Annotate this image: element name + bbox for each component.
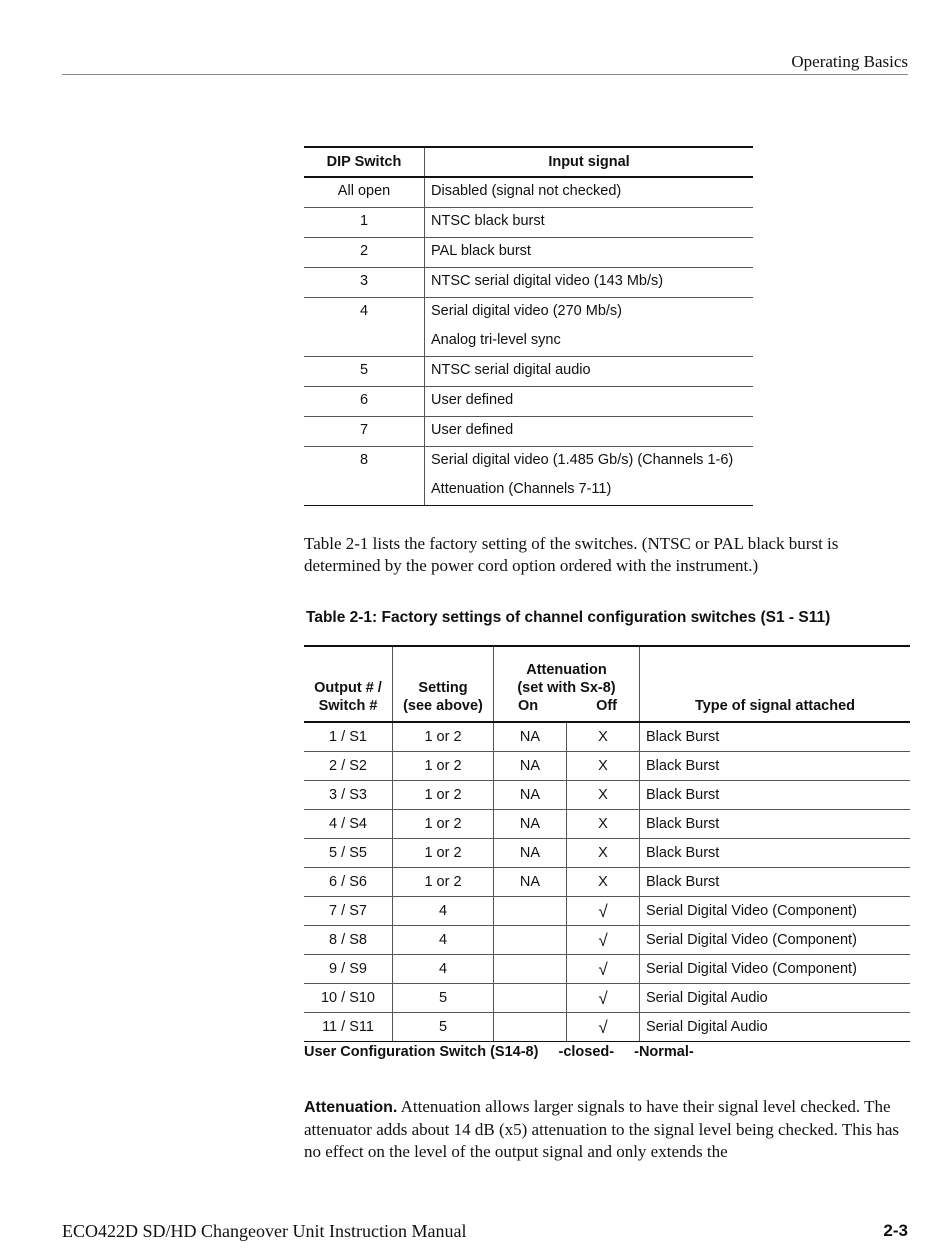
dip-switch-cell: [304, 268, 425, 298]
attenuation-off-cell: X: [567, 868, 640, 897]
input-signal-cell: [425, 417, 754, 447]
signal-type-cell: Black Burst: [640, 752, 911, 781]
output-cell: 1 / S1: [304, 722, 393, 752]
input-signal-line: Disabled (signal not checked): [431, 183, 622, 199]
signal-type-cell: Serial Digital Video (Component): [640, 897, 911, 926]
footer-page-number: 2-3: [883, 1221, 908, 1240]
dip-table-row: [304, 238, 753, 268]
factory-table-row: [304, 839, 910, 868]
header-off: Off: [596, 698, 617, 714]
attenuation-on-cell: NA: [494, 781, 567, 810]
attenuation-lead: Attenuation.: [304, 1099, 398, 1116]
dip-switch-value: 7: [359, 422, 369, 438]
user-config-state: -closed-: [558, 1044, 615, 1060]
output-cell: 2 / S2: [304, 752, 393, 781]
dip-switch-cell: [304, 387, 425, 417]
factory-table-row: [304, 984, 910, 1013]
output-cell: 4 / S4: [304, 810, 393, 839]
input-signal-cell: [425, 177, 754, 208]
header-setting: [393, 646, 494, 722]
signal-type-cell: Black Burst: [640, 810, 911, 839]
factory-table-row: [304, 868, 910, 897]
dip-switch-value: 4: [359, 303, 369, 319]
attenuation-off-cell: X: [567, 722, 640, 752]
dip-table-row: [304, 177, 753, 208]
input-signal-line: NTSC serial digital video (143 Mb/s): [431, 273, 664, 289]
input-signal-cell: [425, 268, 754, 298]
dip-table-row: [304, 417, 753, 447]
output-cell: 11 / S11: [304, 1013, 393, 1042]
setting-cell: 1 or 2: [393, 752, 494, 781]
input-signal-line: NTSC black burst: [431, 213, 545, 229]
dip-switch-cell: [304, 298, 425, 357]
setting-cell: 1 or 2: [393, 868, 494, 897]
input-signal-cell: [425, 357, 754, 387]
dip-table-header-row: [304, 147, 753, 177]
factory-table-row: [304, 897, 910, 926]
footer-manual-title: ECO422D SD/HD Changeover Unit Instruction Manual: [62, 1221, 467, 1241]
dip-switch-value: All open: [337, 183, 391, 199]
input-signal-cell: [425, 208, 754, 238]
dip-header-signal: Input signal: [425, 147, 754, 177]
input-signal-cell: [425, 298, 754, 357]
factory-table-row: [304, 955, 910, 984]
attenuation-on-cell: [494, 984, 567, 1013]
attenuation-on-cell: [494, 955, 567, 984]
factory-table-row: [304, 752, 910, 781]
signal-type-cell: Serial Digital Audio: [640, 984, 911, 1013]
signal-type-cell: Black Burst: [640, 781, 911, 810]
attenuation-off-cell: √: [567, 897, 640, 926]
factory-settings-table: [304, 645, 910, 1042]
signal-type-cell: Black Burst: [640, 722, 911, 752]
header-output-line2: Switch #: [318, 698, 378, 714]
dip-switch-value: 5: [359, 362, 369, 378]
setting-cell: 1 or 2: [393, 810, 494, 839]
intro-paragraph: Table 2-1 lists the factory setting of the switches. (NTSC or PAL black burst is determined by the power cord option ordered with the instrument.): [304, 534, 839, 575]
dip-table-row: [304, 447, 753, 506]
signal-type-cell: Black Burst: [640, 839, 911, 868]
attenuation-off-cell: √: [567, 984, 640, 1013]
user-config-label: User Configuration Switch (S14-8): [304, 1044, 539, 1060]
output-cell: 9 / S9: [304, 955, 393, 984]
dip-switch-value: 2: [359, 243, 369, 259]
header-on: On: [518, 698, 539, 714]
factory-table-row: [304, 810, 910, 839]
input-signal-line: Serial digital video (270 Mb/s): [431, 303, 623, 319]
table-caption: Table 2-1: Factory settings of channel configuration switches (S1 - S11): [306, 609, 831, 626]
dip-switch-value: 3: [359, 273, 369, 289]
header-type: Type of signal attached: [640, 646, 911, 722]
attenuation-on-cell: [494, 926, 567, 955]
output-cell: 8 / S8: [304, 926, 393, 955]
dip-switch-value: 6: [359, 392, 369, 408]
factory-table-row: [304, 781, 910, 810]
signal-type-cell: Serial Digital Video (Component): [640, 955, 911, 984]
attenuation-off-cell: √: [567, 926, 640, 955]
attenuation-on-cell: [494, 897, 567, 926]
factory-table-row: [304, 722, 910, 752]
attenuation-off-cell: X: [567, 752, 640, 781]
dip-switch-value: 8: [359, 452, 369, 468]
signal-type-cell: Serial Digital Audio: [640, 1013, 911, 1042]
dip-switch-cell: [304, 238, 425, 268]
setting-cell: 4: [393, 955, 494, 984]
dip-table-row: [304, 298, 753, 357]
dip-switch-cell: [304, 417, 425, 447]
dip-switch-cell: [304, 177, 425, 208]
signal-type-cell: Serial Digital Video (Component): [640, 926, 911, 955]
attenuation-on-cell: NA: [494, 810, 567, 839]
header-on-off: [494, 697, 639, 715]
dip-table-body: [304, 177, 753, 506]
setting-cell: 5: [393, 984, 494, 1013]
header-output-line1: Output # /: [314, 680, 382, 696]
attenuation-on-cell: NA: [494, 752, 567, 781]
dip-header-switch: DIP Switch: [304, 147, 425, 177]
dip-switch-cell: [304, 447, 425, 506]
dip-table-row: [304, 208, 753, 238]
attenuation-on-cell: NA: [494, 722, 567, 752]
header-setting-line1: Setting: [418, 680, 468, 696]
dip-table-row: [304, 268, 753, 298]
user-config-note: [304, 1044, 710, 1060]
attenuation-off-cell: X: [567, 810, 640, 839]
attenuation-text: Attenuation allows larger signals to have their signal level checked. The attenuator adds about 14 dB (x5) attenuation to the signal level being checked. This has no effect on the level of the output signal and only extends the: [304, 1097, 899, 1161]
setting-cell: 1 or 2: [393, 839, 494, 868]
dip-table-row: [304, 387, 753, 417]
output-cell: 10 / S10: [304, 984, 393, 1013]
input-signal-line: User defined: [431, 392, 514, 408]
dip-switch-cell: [304, 208, 425, 238]
section-title: Operating Basics: [791, 52, 908, 71]
attenuation-off-cell: X: [567, 839, 640, 868]
output-cell: 5 / S5: [304, 839, 393, 868]
input-signal-line: Attenuation (Channels 7-11): [431, 481, 612, 497]
header-output: [304, 646, 393, 722]
input-signal-line: PAL black burst: [431, 243, 531, 259]
input-signal-cell: [425, 238, 754, 268]
user-config-mode: -Normal-: [634, 1044, 694, 1060]
input-signal-line: Analog tri-level sync: [431, 332, 561, 348]
attenuation-on-cell: [494, 1013, 567, 1042]
header-attenuation: [494, 646, 640, 722]
attenuation-off-cell: √: [567, 1013, 640, 1042]
header-atten-line1: Attenuation: [526, 662, 607, 678]
dip-table-row: [304, 357, 753, 387]
attenuation-off-cell: X: [567, 781, 640, 810]
setting-cell: 1 or 2: [393, 722, 494, 752]
attenuation-on-cell: NA: [494, 868, 567, 897]
input-signal-cell: [425, 447, 754, 506]
input-signal-line: Serial digital video (1.485 Gb/s) (Channels 1-6): [431, 452, 734, 468]
output-cell: 7 / S7: [304, 897, 393, 926]
setting-cell: 4: [393, 897, 494, 926]
factory-table-row: [304, 926, 910, 955]
output-cell: 6 / S6: [304, 868, 393, 897]
input-signal-line: User defined: [431, 422, 514, 438]
setting-cell: 4: [393, 926, 494, 955]
attenuation-paragraph: [304, 1096, 914, 1163]
setting-cell: 1 or 2: [393, 781, 494, 810]
page-header: [62, 52, 908, 75]
dip-switch-cell: [304, 357, 425, 387]
signal-type-cell: Black Burst: [640, 868, 911, 897]
factory-table-body: [304, 722, 910, 1042]
header-setting-line2: (see above): [403, 698, 483, 714]
input-signal-cell: [425, 387, 754, 417]
header-atten-line2: (set with Sx-8): [517, 680, 616, 696]
output-cell: 3 / S3: [304, 781, 393, 810]
attenuation-off-cell: √: [567, 955, 640, 984]
dip-switch-table: [304, 146, 753, 506]
input-signal-line: NTSC serial digital audio: [431, 362, 591, 378]
dip-switch-value: 1: [359, 213, 369, 229]
factory-table-header-row: [304, 646, 910, 722]
attenuation-on-cell: NA: [494, 839, 567, 868]
setting-cell: 5: [393, 1013, 494, 1042]
factory-table-row: [304, 1013, 910, 1042]
